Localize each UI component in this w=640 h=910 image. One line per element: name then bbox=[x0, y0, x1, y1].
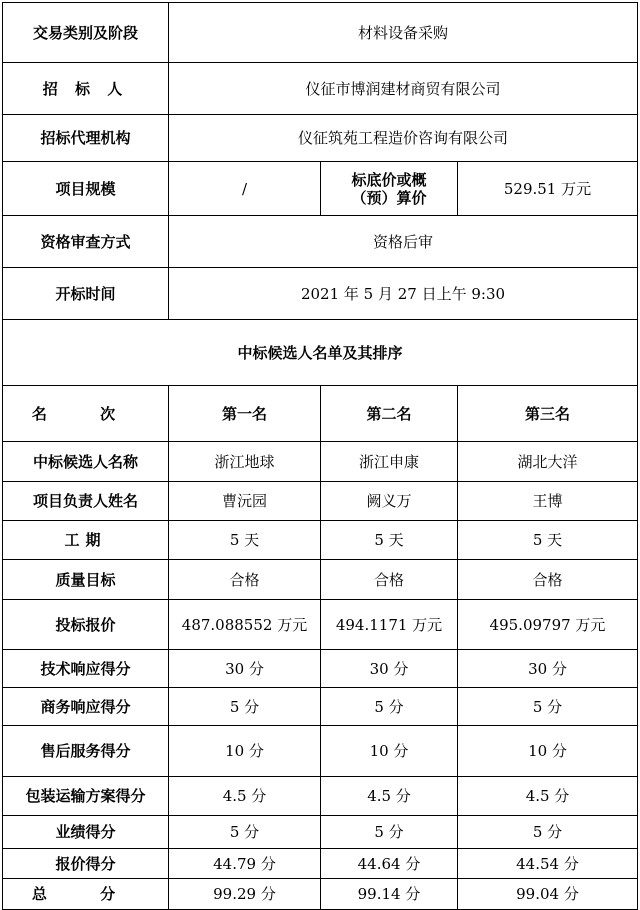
row-review bbox=[3, 216, 638, 268]
cell-rank-1: 30 分 bbox=[169, 650, 321, 688]
cell-rank-3: 湖北大洋 bbox=[458, 442, 638, 482]
open-time-label: 开标时间 bbox=[3, 268, 169, 320]
bid-result-table bbox=[2, 2, 638, 910]
cell-rank-3: 44.54 分 bbox=[458, 849, 638, 879]
table-row bbox=[3, 482, 638, 521]
row-label: 业绩得分 bbox=[3, 816, 169, 849]
scale-value: / bbox=[169, 162, 321, 216]
table-row bbox=[3, 442, 638, 482]
cell-rank-3: 5 分 bbox=[458, 816, 638, 849]
row-label: 总 分 bbox=[3, 879, 169, 910]
table-row bbox=[3, 521, 638, 560]
table-row bbox=[3, 777, 638, 816]
rank-col-1: 第一名 bbox=[169, 386, 321, 442]
cell-rank-3: 合格 bbox=[458, 560, 638, 600]
cell-rank-2: 5 分 bbox=[321, 688, 458, 726]
table-row bbox=[3, 560, 638, 600]
cell-rank-1: 曹沅园 bbox=[169, 482, 321, 521]
table-row bbox=[3, 726, 638, 777]
cell-rank-3: 4.5 分 bbox=[458, 777, 638, 816]
cell-rank-3: 王博 bbox=[458, 482, 638, 521]
cell-rank-1: 合格 bbox=[169, 560, 321, 600]
row-rank-header bbox=[3, 386, 638, 442]
rank-col-2: 第二名 bbox=[321, 386, 458, 442]
section-title: 中标候选人名单及其排序 bbox=[3, 320, 638, 386]
table-row bbox=[3, 816, 638, 849]
row-open-time bbox=[3, 268, 638, 320]
cell-rank-1: 5 天 bbox=[169, 521, 321, 560]
cell-rank-3: 5 分 bbox=[458, 688, 638, 726]
cell-rank-2: 10 分 bbox=[321, 726, 458, 777]
base-price-label: 标底价或概（预）算价 bbox=[321, 162, 458, 216]
scale-label: 项目规模 bbox=[3, 162, 169, 216]
agency-label: 招标代理机构 bbox=[3, 115, 169, 162]
cell-rank-2: 合格 bbox=[321, 560, 458, 600]
table-row bbox=[3, 688, 638, 726]
table-row bbox=[3, 600, 638, 650]
cell-rank-1: 487.088552 万元 bbox=[169, 600, 321, 650]
cell-rank-2: 5 分 bbox=[321, 816, 458, 849]
cell-rank-2: 浙江申康 bbox=[321, 442, 458, 482]
cell-rank-1: 浙江地球 bbox=[169, 442, 321, 482]
cell-rank-3: 10 分 bbox=[458, 726, 638, 777]
table-row bbox=[3, 879, 638, 910]
table-row bbox=[3, 849, 638, 879]
open-time-value: 2021 年 5 月 27 日上午 9:30 bbox=[169, 268, 638, 320]
agency-value: 仪征筑苑工程造价咨询有限公司 bbox=[169, 115, 638, 162]
cell-rank-2: 30 分 bbox=[321, 650, 458, 688]
cell-rank-2: 5 天 bbox=[321, 521, 458, 560]
row-label: 项目负责人姓名 bbox=[3, 482, 169, 521]
row-label: 包装运输方案得分 bbox=[3, 777, 169, 816]
base-price-value: 529.51 万元 bbox=[458, 162, 638, 216]
cell-rank-2: 99.14 分 bbox=[321, 879, 458, 910]
cell-rank-1: 4.5 分 bbox=[169, 777, 321, 816]
tenderer-label: 招 标 人 bbox=[3, 63, 169, 115]
cell-rank-1: 99.29 分 bbox=[169, 879, 321, 910]
review-label: 资格审查方式 bbox=[3, 216, 169, 268]
cell-rank-2: 4.5 分 bbox=[321, 777, 458, 816]
cell-rank-1: 44.79 分 bbox=[169, 849, 321, 879]
cell-rank-3: 99.04 分 bbox=[458, 879, 638, 910]
row-label: 工期 bbox=[3, 521, 169, 560]
row-scale bbox=[3, 162, 638, 216]
row-label: 技术响应得分 bbox=[3, 650, 169, 688]
trade-type-value: 材料设备采购 bbox=[169, 3, 638, 63]
row-tenderer bbox=[3, 63, 638, 115]
row-label: 报价得分 bbox=[3, 849, 169, 879]
trade-type-label: 交易类别及阶段 bbox=[3, 3, 169, 63]
row-section-title bbox=[3, 320, 638, 386]
row-label: 商务响应得分 bbox=[3, 688, 169, 726]
row-label: 售后服务得分 bbox=[3, 726, 169, 777]
cell-rank-2: 阙义万 bbox=[321, 482, 458, 521]
row-label: 投标报价 bbox=[3, 600, 169, 650]
cell-rank-1: 10 分 bbox=[169, 726, 321, 777]
tenderer-value: 仪征市博润建材商贸有限公司 bbox=[169, 63, 638, 115]
cell-rank-1: 5 分 bbox=[169, 688, 321, 726]
cell-rank-3: 5 天 bbox=[458, 521, 638, 560]
cell-rank-1: 5 分 bbox=[169, 816, 321, 849]
row-label: 中标候选人名称 bbox=[3, 442, 169, 482]
row-agency bbox=[3, 115, 638, 162]
cell-rank-3: 30 分 bbox=[458, 650, 638, 688]
cell-rank-2: 44.64 分 bbox=[321, 849, 458, 879]
rank-header-label: 名 次 bbox=[3, 386, 169, 442]
row-label: 质量目标 bbox=[3, 560, 169, 600]
cell-rank-3: 495.09797 万元 bbox=[458, 600, 638, 650]
rank-col-3: 第三名 bbox=[458, 386, 638, 442]
table-row bbox=[3, 650, 638, 688]
row-trade-type bbox=[3, 3, 638, 63]
cell-rank-2: 494.1171 万元 bbox=[321, 600, 458, 650]
review-value: 资格后审 bbox=[169, 216, 638, 268]
